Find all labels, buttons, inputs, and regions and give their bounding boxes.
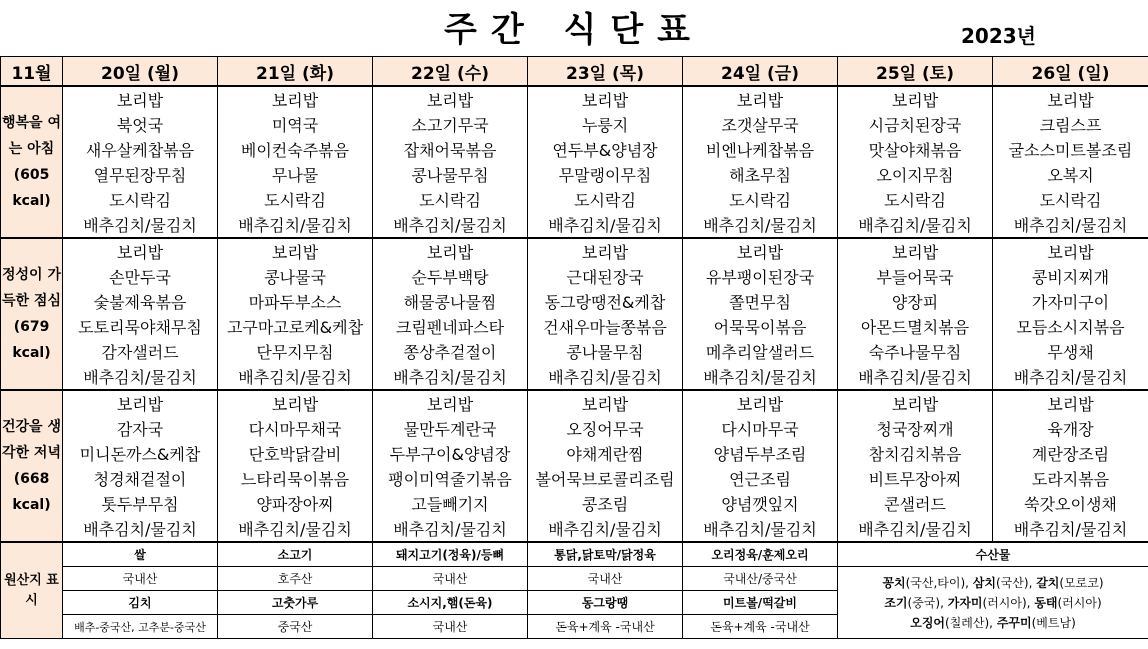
menu-row xyxy=(1,264,1148,289)
meal-label: 정성이 가득한 점심 (679 kcal) xyxy=(1,238,63,390)
origin-item: 쌀 xyxy=(63,542,218,567)
menu-cell: 새우살케찹볶음 xyxy=(63,137,218,162)
menu-cell: 누룽지 xyxy=(528,112,683,137)
menu-cell: 비엔나케찹볶음 xyxy=(683,137,838,162)
seafood-name: 꽁치 xyxy=(882,575,906,590)
menu-cell: 배추김치/물김치 xyxy=(683,364,838,390)
year-label: 2023년 xyxy=(961,24,1036,48)
meal-label: 건강을 생각한 저녁 (668 kcal) xyxy=(1,390,63,542)
origin-item: 돼지고기(정육)/등뼈 xyxy=(373,542,528,567)
menu-cell: 청경채겉절이 xyxy=(63,466,218,491)
menu-cell: 쫄면무침 xyxy=(683,289,838,314)
menu-cell: 베이컨숙주볶음 xyxy=(218,137,373,162)
menu-row xyxy=(1,516,1148,542)
menu-row xyxy=(1,162,1148,187)
origin-value: 중국산 xyxy=(218,615,373,639)
menu-cell: 무나물 xyxy=(218,162,373,187)
menu-cell: 보리밥 xyxy=(683,238,838,264)
menu-row xyxy=(1,238,1148,264)
menu-cell: 보리밥 xyxy=(528,86,683,112)
origin-value: 국내산 xyxy=(373,567,528,591)
menu-cell: 보리밥 xyxy=(218,238,373,264)
menu-cell: 보리밥 xyxy=(838,86,993,112)
seafood-origin: (베트남) xyxy=(1031,615,1076,630)
menu-cell: 미니돈까스&케찹 xyxy=(63,441,218,466)
menu-cell: 무말랭이무침 xyxy=(528,162,683,187)
menu-cell: 건새우마늘쫑볶음 xyxy=(528,314,683,339)
menu-cell: 배추김치/물김치 xyxy=(838,364,993,390)
day-header: 26일 (일) xyxy=(993,57,1148,87)
menu-cell: 보리밥 xyxy=(63,86,218,112)
menu-cell: 비트무장아찌 xyxy=(838,466,993,491)
menu-row xyxy=(1,137,1148,162)
menu-cell: 보리밥 xyxy=(838,238,993,264)
menu-cell: 메추리알샐러드 xyxy=(683,339,838,364)
seafood-origin-list xyxy=(838,567,1148,639)
origin-row xyxy=(1,542,1148,567)
menu-cell: 유부팽이된장국 xyxy=(683,264,838,289)
menu-cell: 근대된장국 xyxy=(528,264,683,289)
menu-cell: 육개장 xyxy=(993,416,1148,441)
origin-value: 배추-중국산, 고추분-중국산 xyxy=(63,615,218,639)
origin-value: 국내산/중국산 xyxy=(683,567,838,591)
menu-cell: 도토리묵야채무침 xyxy=(63,314,218,339)
menu-cell: 크림펜네파스타 xyxy=(373,314,528,339)
menu-cell: 두부구이&양념장 xyxy=(373,441,528,466)
menu-cell: 보리밥 xyxy=(63,390,218,416)
menu-cell: 도시락김 xyxy=(373,187,528,212)
seafood-origin: (러시아) xyxy=(1057,595,1102,610)
origin-value: 국내산 xyxy=(63,567,218,591)
origin-item: 미트볼/떡갈비 xyxy=(683,591,838,615)
menu-row xyxy=(1,364,1148,390)
menu-cell: 도시락김 xyxy=(683,187,838,212)
menu-cell: 마파두부소스 xyxy=(218,289,373,314)
menu-cell: 배추김치/물김치 xyxy=(993,212,1148,238)
menu-cell: 시금치된장국 xyxy=(838,112,993,137)
menu-cell: 배추김치/물김치 xyxy=(218,364,373,390)
origin-item: 통닭,닭토막/닭정육 xyxy=(528,542,683,567)
origin-item: 동그랑땡 xyxy=(528,591,683,615)
menu-cell: 순두부백탕 xyxy=(373,264,528,289)
page-header xyxy=(0,0,1148,56)
menu-cell: 감자샐러드 xyxy=(63,339,218,364)
origin-label: 원산지 표시 xyxy=(1,542,63,639)
menu-cell: 쫑상추겉절이 xyxy=(373,339,528,364)
seafood-name: 동태 xyxy=(1034,595,1058,610)
menu-cell: 배추김치/물김치 xyxy=(993,516,1148,542)
menu-cell: 배추김치/물김치 xyxy=(838,516,993,542)
menu-cell: 보리밥 xyxy=(218,86,373,112)
menu-cell: 크림스프 xyxy=(993,112,1148,137)
menu-cell: 도시락김 xyxy=(993,187,1148,212)
seafood-name: 가자미 xyxy=(947,595,983,610)
menu-table xyxy=(0,56,1148,639)
menu-cell: 배추김치/물김치 xyxy=(528,516,683,542)
meal-label: 행복을 여는 아침 (605 kcal) xyxy=(1,86,63,238)
origin-value: 호주산 xyxy=(218,567,373,591)
day-header: 25일 (토) xyxy=(838,57,993,87)
menu-cell: 콩나물국 xyxy=(218,264,373,289)
day-header: 22일 (수) xyxy=(373,57,528,87)
menu-cell: 오복지 xyxy=(993,162,1148,187)
menu-cell: 무생채 xyxy=(993,339,1148,364)
origin-item: 고춧가루 xyxy=(218,591,373,615)
seafood-origin: (국산), xyxy=(996,575,1033,590)
day-header: 23일 (목) xyxy=(528,57,683,87)
menu-cell: 도시락김 xyxy=(528,187,683,212)
menu-row xyxy=(1,289,1148,314)
menu-cell: 배추김치/물김치 xyxy=(373,364,528,390)
menu-cell: 배추김치/물김치 xyxy=(683,516,838,542)
seafood-name: 오징어 xyxy=(910,615,946,630)
menu-cell: 볼어묵브로콜리조림 xyxy=(528,466,683,491)
menu-cell: 배추김치/물김치 xyxy=(373,212,528,238)
menu-cell: 도시락김 xyxy=(838,187,993,212)
seafood-origin: (모로코) xyxy=(1059,575,1104,590)
menu-cell: 배추김치/물김치 xyxy=(993,364,1148,390)
origin-value: 돈육+계육 -국내산 xyxy=(683,615,838,639)
menu-cell: 열무된장무침 xyxy=(63,162,218,187)
menu-cell: 배추김치/물김치 xyxy=(63,212,218,238)
menu-cell: 배추김치/물김치 xyxy=(683,212,838,238)
seafood-title: 수산물 xyxy=(838,542,1148,567)
menu-cell: 배추김치/물김치 xyxy=(218,516,373,542)
menu-cell: 모듬소시지볶음 xyxy=(993,314,1148,339)
menu-cell: 배추김치/물김치 xyxy=(373,516,528,542)
origin-value: 국내산 xyxy=(528,567,683,591)
menu-cell: 단호박닭갈비 xyxy=(218,441,373,466)
menu-cell: 참치김치볶음 xyxy=(838,441,993,466)
menu-cell: 어묵묵이볶음 xyxy=(683,314,838,339)
menu-cell: 보리밥 xyxy=(218,390,373,416)
menu-cell: 손만두국 xyxy=(63,264,218,289)
menu-cell: 도시락김 xyxy=(218,187,373,212)
origin-value: 돈육+계육 -국내산 xyxy=(528,615,683,639)
menu-cell: 보리밥 xyxy=(373,390,528,416)
menu-row xyxy=(1,112,1148,137)
menu-cell: 고들빼기지 xyxy=(373,491,528,516)
menu-cell: 배추김치/물김치 xyxy=(528,364,683,390)
seafood-name: 갈치 xyxy=(1036,575,1060,590)
seafood-name: 주꾸미 xyxy=(996,615,1032,630)
menu-row xyxy=(1,339,1148,364)
seafood-origin: (국산,타이), xyxy=(905,575,969,590)
menu-cell: 연근조림 xyxy=(683,466,838,491)
menu-cell: 가자미구이 xyxy=(993,289,1148,314)
menu-cell: 보리밥 xyxy=(528,390,683,416)
menu-row xyxy=(1,212,1148,238)
menu-cell: 조갯살무국 xyxy=(683,112,838,137)
menu-cell: 연두부&양념장 xyxy=(528,137,683,162)
menu-cell: 다시마무채국 xyxy=(218,416,373,441)
seafood-name: 조기 xyxy=(884,595,908,610)
menu-cell: 오이지무침 xyxy=(838,162,993,187)
menu-row xyxy=(1,390,1148,416)
menu-cell: 양념깻잎지 xyxy=(683,491,838,516)
menu-cell: 다시마무국 xyxy=(683,416,838,441)
menu-cell: 단무지무침 xyxy=(218,339,373,364)
menu-cell: 도시락김 xyxy=(63,187,218,212)
seafood-origin: (중국), xyxy=(907,595,944,610)
menu-row xyxy=(1,491,1148,516)
menu-cell: 콘샐러드 xyxy=(838,491,993,516)
menu-cell: 배추김치/물김치 xyxy=(63,516,218,542)
menu-cell: 청국장찌개 xyxy=(838,416,993,441)
menu-cell: 숙주나물무침 xyxy=(838,339,993,364)
menu-cell: 보리밥 xyxy=(993,86,1148,112)
menu-row xyxy=(1,441,1148,466)
menu-cell: 보리밥 xyxy=(528,238,683,264)
menu-cell: 소고기무국 xyxy=(373,112,528,137)
menu-cell: 보리밥 xyxy=(993,390,1148,416)
menu-cell: 아몬드멸치볶음 xyxy=(838,314,993,339)
menu-cell: 물만두계란국 xyxy=(373,416,528,441)
origin-item: 오리정육/훈제오리 xyxy=(683,542,838,567)
menu-cell: 보리밥 xyxy=(373,86,528,112)
menu-row xyxy=(1,86,1148,112)
menu-cell: 오징어무국 xyxy=(528,416,683,441)
menu-cell: 콩조림 xyxy=(528,491,683,516)
menu-cell: 양념두부조림 xyxy=(683,441,838,466)
menu-cell: 북엇국 xyxy=(63,112,218,137)
menu-cell: 야채계란찜 xyxy=(528,441,683,466)
menu-cell: 보리밥 xyxy=(683,390,838,416)
menu-cell: 콩비지찌개 xyxy=(993,264,1148,289)
origin-item: 소시지,햄(돈육) xyxy=(373,591,528,615)
menu-row xyxy=(1,466,1148,491)
menu-cell: 보리밥 xyxy=(683,86,838,112)
page-title: 주간 식단표 xyxy=(443,10,705,50)
day-header: 20일 (월) xyxy=(63,57,218,87)
menu-cell: 배추김치/물김치 xyxy=(63,364,218,390)
menu-cell: 맛살야채볶음 xyxy=(838,137,993,162)
menu-cell: 고구마고로케&케찹 xyxy=(218,314,373,339)
menu-cell: 감자국 xyxy=(63,416,218,441)
menu-cell: 부들어묵국 xyxy=(838,264,993,289)
seafood-name: 삼치 xyxy=(972,575,997,590)
menu-cell: 잡채어묵볶음 xyxy=(373,137,528,162)
menu-row xyxy=(1,187,1148,212)
day-header: 24일 (금) xyxy=(683,57,838,87)
day-header: 21일 (화) xyxy=(218,57,373,87)
menu-cell: 양파장아찌 xyxy=(218,491,373,516)
menu-cell: 해초무침 xyxy=(683,162,838,187)
seafood-origin: (러시아), xyxy=(982,595,1031,610)
menu-row xyxy=(1,416,1148,441)
menu-cell: 도라지볶음 xyxy=(993,466,1148,491)
menu-cell: 굴소스미트볼조림 xyxy=(993,137,1148,162)
menu-cell: 배추김치/물김치 xyxy=(218,212,373,238)
menu-cell: 콩나물무침 xyxy=(373,162,528,187)
menu-cell: 배추김치/물김치 xyxy=(838,212,993,238)
menu-cell: 콩나물무침 xyxy=(528,339,683,364)
origin-value: 국내산 xyxy=(373,615,528,639)
menu-cell: 양장피 xyxy=(838,289,993,314)
menu-cell: 쑥갓오이생채 xyxy=(993,491,1148,516)
menu-cell: 보리밥 xyxy=(838,390,993,416)
menu-cell: 배추김치/물김치 xyxy=(528,212,683,238)
origin-item: 김치 xyxy=(63,591,218,615)
menu-cell: 보리밥 xyxy=(373,238,528,264)
menu-cell: 팽이미역줄기볶음 xyxy=(373,466,528,491)
menu-cell: 느타리묵이볶음 xyxy=(218,466,373,491)
menu-row xyxy=(1,314,1148,339)
menu-cell: 해물콩나물찜 xyxy=(373,289,528,314)
menu-cell: 톳두부무침 xyxy=(63,491,218,516)
seafood-origin: (칠레산), xyxy=(945,615,993,630)
menu-cell: 동그랑땡전&케찹 xyxy=(528,289,683,314)
origin-row xyxy=(1,567,1148,591)
month-header: 11월 xyxy=(1,57,63,87)
menu-cell: 미역국 xyxy=(218,112,373,137)
menu-cell: 보리밥 xyxy=(63,238,218,264)
origin-item: 소고기 xyxy=(218,542,373,567)
menu-cell: 보리밥 xyxy=(993,238,1148,264)
menu-cell: 계란장조림 xyxy=(993,441,1148,466)
menu-cell: 숯불제육볶음 xyxy=(63,289,218,314)
